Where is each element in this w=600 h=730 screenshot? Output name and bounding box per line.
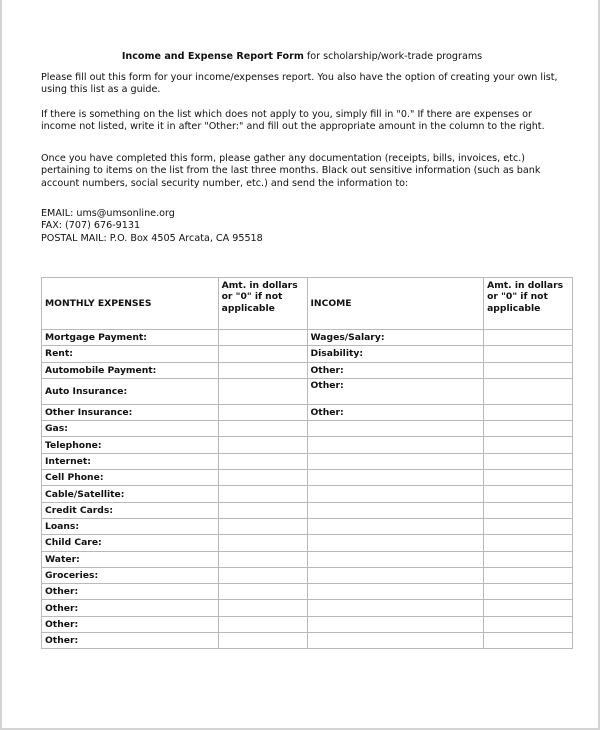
income-amount-field[interactable] bbox=[484, 616, 573, 632]
income-amount-field[interactable] bbox=[484, 404, 573, 420]
income-label: Other: bbox=[307, 404, 484, 420]
table-row bbox=[42, 535, 573, 551]
expense-label: Automobile Payment: bbox=[42, 362, 219, 378]
expense-label: Credit Cards: bbox=[42, 502, 219, 518]
expense-amount-field[interactable] bbox=[218, 584, 307, 600]
expense-amount-field[interactable] bbox=[218, 421, 307, 437]
expense-amount-field[interactable] bbox=[218, 535, 307, 551]
expense-label: Groceries: bbox=[42, 567, 219, 583]
income-label[interactable] bbox=[307, 551, 484, 567]
table-row bbox=[42, 404, 573, 420]
expense-label: Gas: bbox=[42, 421, 219, 437]
income-label: Other: bbox=[307, 362, 484, 378]
form-title-subtitle: for scholarship/work-trade programs bbox=[303, 51, 483, 62]
income-label[interactable] bbox=[307, 600, 484, 616]
expense-label: Mortgage Payment: bbox=[42, 330, 219, 346]
header-monthly-expenses: MONTHLY EXPENSES bbox=[42, 278, 219, 330]
income-amount-field[interactable] bbox=[484, 584, 573, 600]
table-header-row bbox=[42, 278, 573, 330]
income-expense-table bbox=[41, 277, 573, 649]
income-label[interactable] bbox=[307, 535, 484, 551]
income-label[interactable] bbox=[307, 567, 484, 583]
expense-amount-field[interactable] bbox=[218, 616, 307, 632]
table-row bbox=[42, 362, 573, 378]
expense-amount-field[interactable] bbox=[218, 437, 307, 453]
income-amount-field[interactable] bbox=[484, 346, 573, 362]
income-label[interactable] bbox=[307, 502, 484, 518]
income-amount-field[interactable] bbox=[484, 378, 573, 404]
income-label: Disability: bbox=[307, 346, 484, 362]
expense-amount-field[interactable] bbox=[218, 346, 307, 362]
table-row bbox=[42, 453, 573, 469]
income-amount-field[interactable] bbox=[484, 453, 573, 469]
contact-fax: FAX: (707) 676-9131 bbox=[41, 220, 141, 232]
table-row bbox=[42, 633, 573, 649]
table-row bbox=[42, 600, 573, 616]
income-label: Wages/Salary: bbox=[307, 330, 484, 346]
table-row bbox=[42, 330, 573, 346]
expense-label: Auto Insurance: bbox=[42, 378, 219, 404]
form-title bbox=[2, 51, 600, 63]
income-label[interactable] bbox=[307, 633, 484, 649]
expense-label: Child Care: bbox=[42, 535, 219, 551]
income-amount-field[interactable] bbox=[484, 600, 573, 616]
income-label: Other: bbox=[307, 378, 484, 404]
expense-label: Telephone: bbox=[42, 437, 219, 453]
income-label[interactable] bbox=[307, 453, 484, 469]
income-label[interactable] bbox=[307, 486, 484, 502]
instructions-paragraph: If there is something on the list which does not apply to you, simply fill in "0." If there are expenses or income not listed, write it in after "Other:" and fill out the appropriate amount in the column to the right. bbox=[41, 109, 545, 133]
table-row bbox=[42, 502, 573, 518]
table-row bbox=[42, 486, 573, 502]
expense-amount-field[interactable] bbox=[218, 378, 307, 404]
table-row bbox=[42, 421, 573, 437]
income-amount-field[interactable] bbox=[484, 437, 573, 453]
income-label[interactable] bbox=[307, 437, 484, 453]
expense-label[interactable]: Other: bbox=[42, 633, 219, 649]
intro-paragraph: Please fill out this form for your income/expenses report. You also have the option of creating your own list, using this list as a guide. bbox=[41, 72, 558, 96]
form-title-bold: Income and Expense Report Form bbox=[121, 51, 304, 62]
income-label[interactable] bbox=[307, 616, 484, 632]
income-amount-field[interactable] bbox=[484, 502, 573, 518]
expense-amount-field[interactable] bbox=[218, 567, 307, 583]
table-row bbox=[42, 437, 573, 453]
expense-label: Cell Phone: bbox=[42, 470, 219, 486]
documentation-paragraph: Once you have completed this form, please gather any documentation (receipts, bills, invoices, etc.) pertaining to items on the list from the last three months. Black out sensitive information (such as bank account numbers, social security number, etc.) and send the information to: bbox=[41, 153, 541, 189]
table-row bbox=[42, 567, 573, 583]
expense-label[interactable]: Other: bbox=[42, 600, 219, 616]
income-label[interactable] bbox=[307, 518, 484, 534]
table-row bbox=[42, 470, 573, 486]
table-row bbox=[42, 584, 573, 600]
income-amount-field[interactable] bbox=[484, 518, 573, 534]
expense-label: Other Insurance: bbox=[42, 404, 219, 420]
table-row bbox=[42, 346, 573, 362]
header-expenses-amount: Amt. in dollars or "0" if not applicable bbox=[218, 278, 307, 330]
expense-amount-field[interactable] bbox=[218, 486, 307, 502]
expense-label[interactable]: Other: bbox=[42, 584, 219, 600]
table-row bbox=[42, 518, 573, 534]
income-label[interactable] bbox=[307, 584, 484, 600]
expense-amount-field[interactable] bbox=[218, 404, 307, 420]
contact-email: EMAIL: ums@umsonline.org bbox=[41, 208, 175, 219]
contact-info bbox=[41, 208, 441, 245]
income-amount-field[interactable] bbox=[484, 362, 573, 378]
income-amount-field[interactable] bbox=[484, 421, 573, 437]
expense-label: Loans: bbox=[42, 518, 219, 534]
expense-amount-field[interactable] bbox=[218, 470, 307, 486]
income-amount-field[interactable] bbox=[484, 567, 573, 583]
table-row bbox=[42, 378, 573, 404]
contact-postal-mail: POSTAL MAIL: P.O. Box 4505 Arcata, CA 95518 bbox=[41, 232, 263, 244]
expense-amount-field[interactable] bbox=[218, 330, 307, 346]
expense-amount-field[interactable] bbox=[218, 551, 307, 567]
expense-label[interactable]: Other: bbox=[42, 616, 219, 632]
expense-amount-field[interactable] bbox=[218, 502, 307, 518]
expense-amount-field[interactable] bbox=[218, 518, 307, 534]
income-label[interactable] bbox=[307, 421, 484, 437]
income-amount-field[interactable] bbox=[484, 486, 573, 502]
income-amount-field[interactable] bbox=[484, 470, 573, 486]
expense-label: Cable/Satellite: bbox=[42, 486, 219, 502]
expense-amount-field[interactable] bbox=[218, 633, 307, 649]
table-row bbox=[42, 551, 573, 567]
income-amount-field[interactable] bbox=[484, 330, 573, 346]
header-income-amount: Amt. in dollars or "0" if not applicable bbox=[484, 278, 573, 330]
expense-label: Internet: bbox=[42, 453, 219, 469]
income-amount-field[interactable] bbox=[484, 535, 573, 551]
expense-amount-field[interactable] bbox=[218, 362, 307, 378]
table-row bbox=[42, 616, 573, 632]
expense-amount-field[interactable] bbox=[218, 453, 307, 469]
expense-label: Water: bbox=[42, 551, 219, 567]
header-income: INCOME bbox=[307, 278, 484, 330]
income-amount-field[interactable] bbox=[484, 633, 573, 649]
income-label[interactable] bbox=[307, 470, 484, 486]
expense-amount-field[interactable] bbox=[218, 600, 307, 616]
income-amount-field[interactable] bbox=[484, 551, 573, 567]
expense-label: Rent: bbox=[42, 346, 219, 362]
